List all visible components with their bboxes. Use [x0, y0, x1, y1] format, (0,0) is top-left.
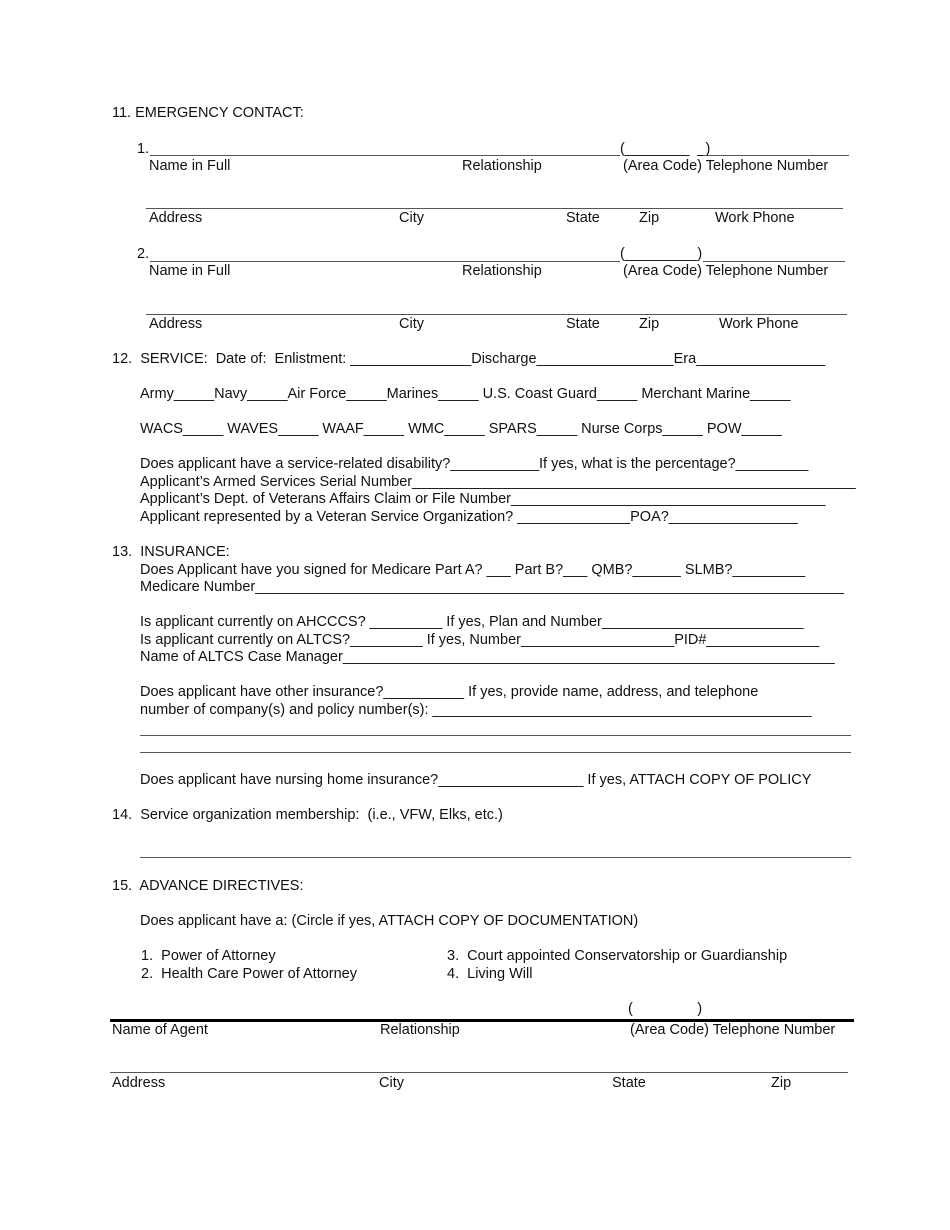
serial-number-field: Applicant’s Armed Services Serial Number_______________________________________________________	[140, 474, 856, 490]
contact-1-relationship-label: Relationship	[462, 158, 542, 174]
contact-1-work-phone-label: Work Phone	[715, 210, 795, 226]
agent-zip-label: Zip	[771, 1075, 792, 1091]
agent-address-line[interactable]	[110, 1072, 848, 1073]
service-branches-row-2: WACS_____ WAVES_____ WAAF_____ WMC_____ SPARS_____ Nurse Corps_____ POW_____	[140, 421, 782, 437]
contact-2-phone-line[interactable]	[703, 261, 845, 262]
contact-1-phone-line[interactable]	[703, 155, 849, 156]
veteran-org-question: Applicant represented by a Veteran Service Organization? ______________POA?________________	[140, 509, 798, 525]
contact-1-state-label: State	[566, 210, 600, 226]
other-insurance-question: Does applicant have other insurance?__________ If yes, provide name, address, and telephone	[140, 684, 759, 700]
contact-2-name-line[interactable]	[150, 261, 620, 262]
contact-1-name-line[interactable]	[150, 155, 620, 156]
section-14-title: 14. Service organization membership: (i.e., VFW, Elks, etc.)	[112, 807, 503, 823]
contact-1-name-label: Name in Full	[149, 158, 231, 174]
contact-1-area-code-paren: (________ _)	[620, 141, 711, 157]
insurance-company-field: number of company(s) and policy number(s): _______________________________________________	[140, 702, 812, 718]
section-15-title: 15. ADVANCE DIRECTIVES:	[112, 878, 304, 894]
agent-phone-label: (Area Code) Telephone Number	[630, 1022, 836, 1038]
directive-option-4[interactable]: 4. Living Will	[447, 966, 533, 982]
agent-state-label: State	[612, 1075, 646, 1091]
agent-city-label: City	[379, 1075, 404, 1091]
section-12-service-dates: 12. SERVICE: Date of: Enlistment: _______________Discharge_________________Era________________	[112, 351, 826, 367]
medicare-question: Does Applicant have you signed for Medicare Part A? ___ Part B?___ QMB?______ SLMB?_________	[140, 562, 806, 578]
contact-1-address-line[interactable]	[146, 208, 843, 209]
disability-question: Does applicant have a service-related disability?___________If yes, what is the percentage?_________	[140, 456, 809, 472]
ahcccs-question: Is applicant currently on AHCCCS? _________ If yes, Plan and Number_________________________	[140, 614, 804, 630]
va-claim-number-field: Applicant’s Dept. of Veterans Affairs Claim or File Number_______________________________________	[140, 491, 826, 507]
contact-2-name-label: Name in Full	[149, 263, 231, 279]
section-11-title: 11. EMERGENCY CONTACT:	[112, 105, 304, 121]
membership-line[interactable]	[140, 857, 851, 858]
contact-2-state-label: State	[566, 316, 600, 332]
contact-2-area-code-paren: (_________)	[620, 246, 703, 262]
contact-2-work-phone-label: Work Phone	[719, 316, 799, 332]
contact-2-number: 2.	[137, 246, 150, 262]
altcs-question: Is applicant currently on ALTCS?_________ If yes, Number___________________PID#______________	[140, 632, 820, 648]
altcs-case-manager-field: Name of ALTCS Case Manager_____________________________________________________________	[140, 649, 835, 665]
insurance-extra-line-1[interactable]	[140, 735, 851, 736]
directive-option-3[interactable]: 3. Court appointed Conservatorship or Guardianship	[447, 948, 788, 964]
contact-1-zip-label: Zip	[639, 210, 660, 226]
agent-relationship-label: Relationship	[380, 1022, 460, 1038]
contact-1-address-label: Address	[149, 210, 203, 226]
contact-2-zip-label: Zip	[639, 316, 660, 332]
contact-2-address-line[interactable]	[146, 314, 847, 315]
contact-2-address-label: Address	[149, 316, 203, 332]
contact-1-city-label: City	[399, 210, 424, 226]
contact-2-city-label: City	[399, 316, 424, 332]
contact-1-phone-label: (Area Code) Telephone Number	[623, 158, 829, 174]
medicare-number-field: Medicare Number_________________________________________________________________________	[140, 579, 844, 595]
section-13-title: 13. INSURANCE:	[112, 544, 230, 560]
service-branches-row-1: Army_____Navy_____Air Force_____Marines_____ U.S. Coast Guard_____ Merchant Marine_____	[140, 386, 791, 402]
contact-2-relationship-label: Relationship	[462, 263, 542, 279]
directive-option-1[interactable]: 1. Power of Attorney	[141, 948, 276, 964]
contact-2-phone-label: (Area Code) Telephone Number	[623, 263, 829, 279]
advance-directives-question: Does applicant have a: (Circle if yes, ATTACH COPY OF DOCUMENTATION)	[140, 913, 639, 929]
agent-address-label: Address	[112, 1075, 166, 1091]
agent-area-code-paren: ( )	[628, 1001, 703, 1017]
insurance-extra-line-2[interactable]	[140, 752, 851, 753]
agent-name-label: Name of Agent	[112, 1022, 208, 1038]
contact-1-number: 1.	[137, 141, 150, 157]
nursing-home-insurance-question: Does applicant have nursing home insurance?__________________ If yes, ATTACH COPY OF POLICY	[140, 772, 812, 788]
directive-option-2[interactable]: 2. Health Care Power of Attorney	[141, 966, 357, 982]
